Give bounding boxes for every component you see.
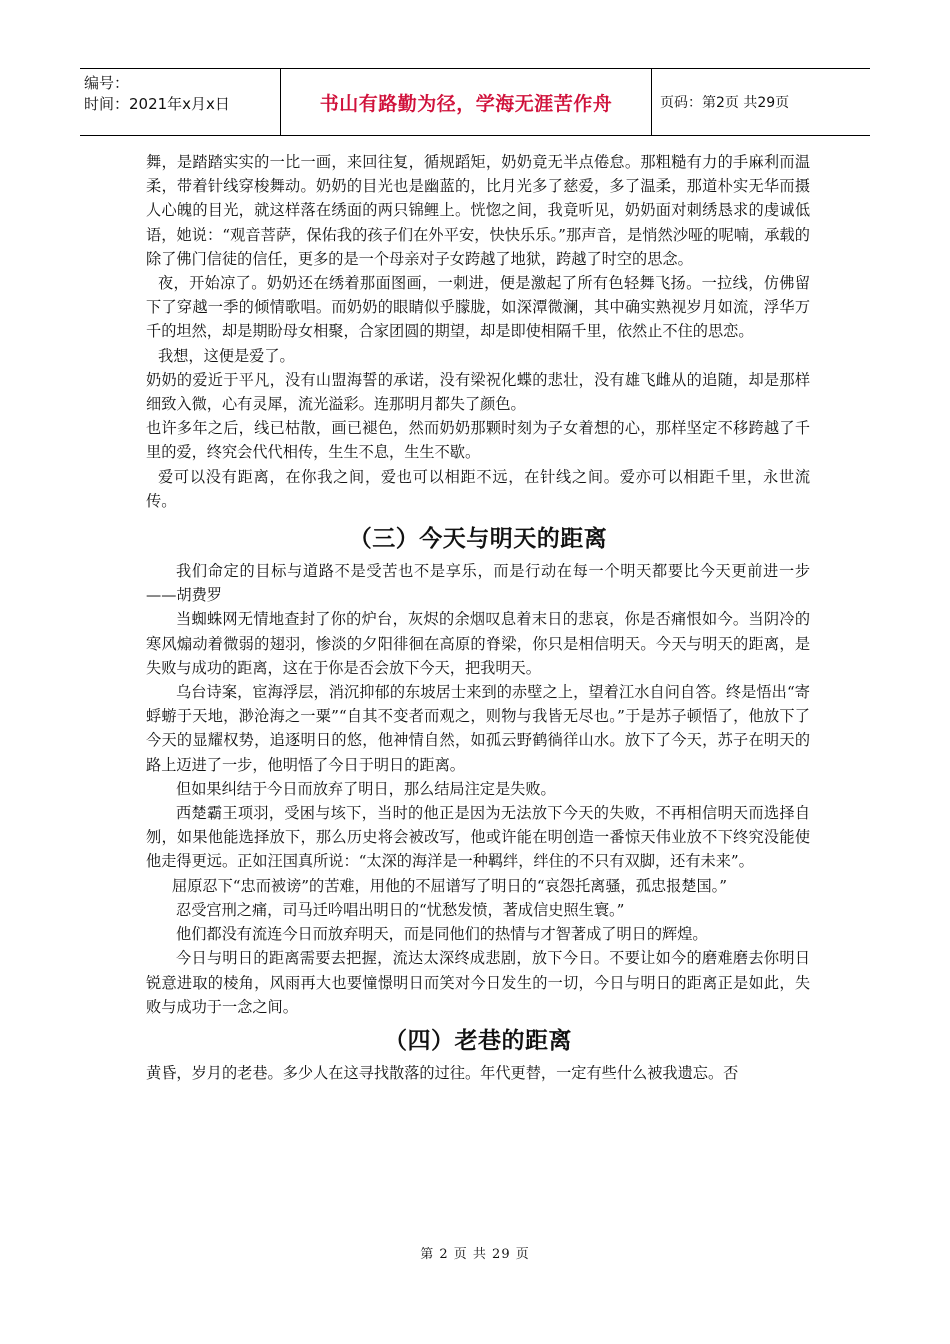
paragraph: 乌台诗案，宦海浮层，消沉抑郁的东坡居士来到的赤壁之上，望着江水自问自答。终是悟出“寄蜉蝣于天地，渺沧海之一粟”“自其不变者而观之，则物与我皆无尽也。”于是苏子顿悟了，他放下了今天的显耀权势，追逐明日的悠，他神情自然，如孤云野鹤徜徉山水。放下了今天，苏子在明天的路上迈进了一步，他明悟了今日于明日的距离。 [146, 683, 810, 774]
page-footer: 第 2 页 共 29 页 [420, 1247, 530, 1262]
paragraph: 忍受宫刑之痛，司马迁吟唱出明日的“忧愁发愤，著成信史照生寰。” [176, 900, 625, 919]
paragraph: 夜，开始凉了。奶奶还在绣着那面图画，一刺进，便是激起了所有色轻舞飞扬。一拉线，仿佛留下了穿越一季的倾情歌唱。而奶奶的眼睛似乎朦胧，如深潭微澜，其中确实熟视岁月如流，浮华万千的坦然，却是期盼母女相聚，合家团圆的期望，却是即使相隔千里，依然止不住的思恋。 [146, 274, 810, 341]
paragraph: 西楚霸王项羽，受困与垓下，当时的他正是因为无法放下今天的失败，不再相信明天而选择自刎，如果他能选择放下，那么历史将会被改写，他或许能在明创造一番惊天伟业放不下终究没能使他走得更远。正如汪国真所说：“太深的海洋是一种羁绊，绊住的不只有双脚，还有未来”。 [146, 804, 810, 871]
paragraph: 屈原忍下“忠而被谤”的苦难，用他的不屈谱写了明日的“哀怨托离骚，孤忠报楚国。” [172, 876, 728, 895]
paragraph: 但如果纠结于今日而放弃了明日，那么结局注定是失败。 [176, 779, 556, 798]
paragraph: 当蜘蛛网无情地查封了你的炉台，灰烬的余烟叹息着末日的悲哀，你是否痛恨如今。当阴冷的寒风煽动着微弱的翅羽，惨淡的夕阳徘徊在高原的脊梁，你只是相信明天。今天与明天的距离，是失败与成功的距离，这在于你是否会放下今天，把我明天。 [146, 610, 810, 677]
paragraph: 我想，这便是爱了。 [158, 346, 295, 365]
document-date: 时间：2021年x月x日 [84, 95, 230, 113]
paragraph: 也许多年之后，线已枯散，画已褪色，然而奶奶那颗时刻为子女着想的心，那样坚定不移跨越了千里的爱，终究会代代相传，生生不息，生生不歇。 [146, 419, 810, 462]
header-meta [80, 69, 280, 135]
page-header [80, 68, 870, 136]
paragraph: 今日与明日的距离需要去把握，流达太深终成悲剧，放下今日。不要让如今的磨难磨去你明日锐意进取的棱角，风雨再大也要憧憬明日而笑对今日发生的一切，今日与明日的距离正是如此，失败与成功于一念之间。 [146, 949, 810, 1016]
section-heading: （三）今天与明天的距离 [348, 525, 608, 553]
document-number: 编号： [84, 74, 130, 92]
paragraph: 奶奶的爱近于平凡，没有山盟海誓的承诺，没有梁祝化蝶的悲壮，没有雄飞雌从的追随，却是那样细致入微，心有灵犀，流光溢彩。连那明月都失了颜色。 [146, 370, 810, 414]
document-body [146, 150, 856, 1085]
paragraph: 舞，是踏踏实实的一比一画，来回往复，循规蹈矩，奶奶竟无半点倦怠。那粗糙有力的手麻利而温柔，带着针线穿梭舞动。奶奶的目光也是幽蓝的，比月光多了慈爱，多了温柔，那道朴实无华而摄人心魄的目光，就这样落在绣面的两只锦鲤上。恍惚之间，我竟听见，奶奶面对刺绣恳求的虔诚低语，她说：“观音菩萨，保佑我的孩子们在外平安，快快乐乐。”那声音，是悄然沙哑的呢喃，承载的除了佛门信徒的信任，更多的是一个母亲对子女跨越了地狱，跨越了时空的思念。 [146, 153, 810, 268]
section-heading: （四）老巷的距离 [384, 1026, 572, 1054]
paragraph: 爱可以没有距离，在你我之间，爱也可以相距不远，在针线之间。爱亦可以相距千里，永世流传。 [146, 467, 810, 510]
epigraph: 我们命定的目标与道路不是受苦也不是享乐，而是行动在每一个明天都要比今天更前进一步 ——胡费罗 [146, 562, 856, 605]
paragraph: 黄昏，岁月的老巷。多少人在这寻找散落的过往。年代更替，一定有些什么被我遗忘。否 [146, 1063, 739, 1082]
header-motto: 书山有路勤为径，学海无涯苦作舟 [280, 69, 652, 135]
header-page-number: 页码：第2页 共29页 [660, 95, 790, 111]
paragraph: 他们都没有流连今日而放弃明天，而是同他们的热情与才智著成了明日的辉煌。 [176, 925, 708, 944]
